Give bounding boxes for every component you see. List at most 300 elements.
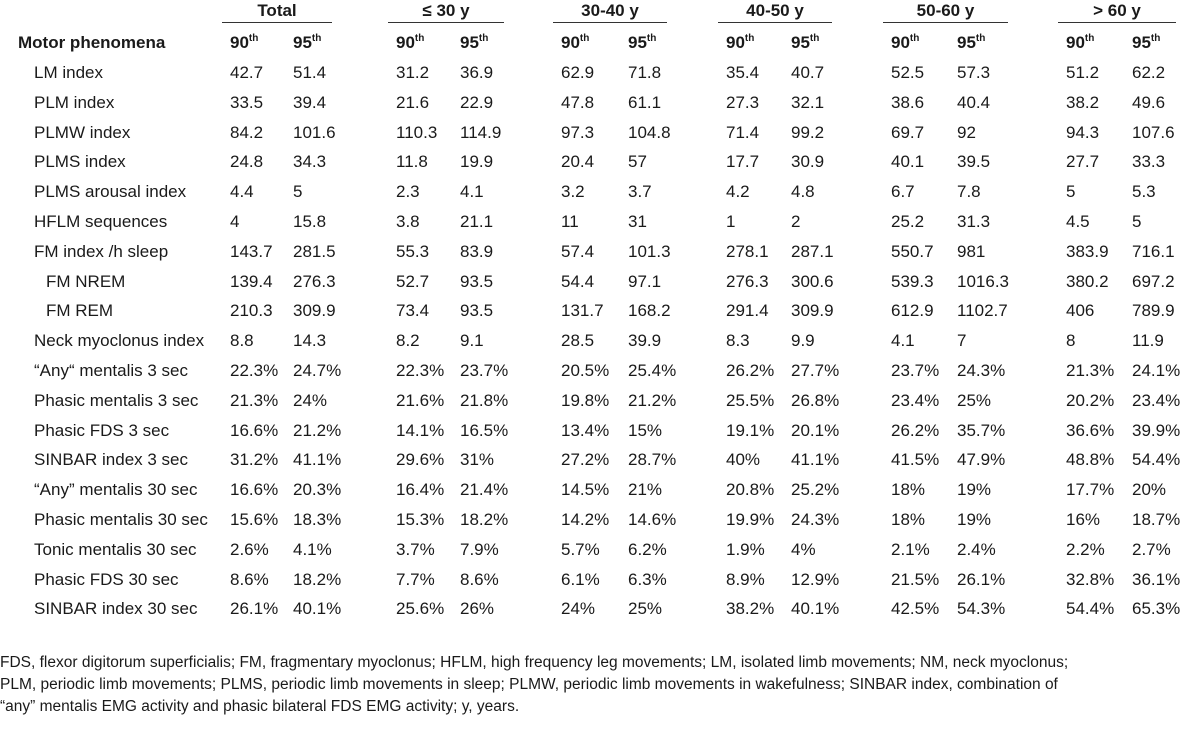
table-cell: 8.8 [230,331,254,351]
row-label: PLMS arousal index [34,182,187,202]
table-cell: 62.2 [1132,63,1166,82]
table-cell: 14.3 [293,331,327,351]
table-cell: 40.1 [891,152,925,172]
table-cell: 17.7 [726,152,760,172]
table-cell: 2.6% [230,539,269,559]
table-cell: 19.1% [726,420,775,440]
percentile-suffix: th [809,33,820,44]
table-cell: 32.1 [791,92,825,112]
table-cell: 20.2% [1066,390,1115,410]
table-cell: 110.3 [396,122,438,142]
table-cell: 16.6% [230,480,279,500]
table-cell: 26.2% [891,420,940,440]
percentile-header [1066,28,1094,58]
table-cell: 16% [1066,510,1101,529]
table-cell: 33.3 [1132,152,1166,172]
percentile-number: 95 [293,33,312,52]
table-cell: 35.7% [957,420,1006,440]
row-label: FM index /h sleep [34,241,169,261]
table-cell: 99.2 [791,122,825,142]
group-header: ≤ 30 y [388,0,504,23]
table-cell: 34.3 [293,152,327,172]
table-cell: 21.6% [396,390,445,410]
table-cell: 550.7 [891,241,934,261]
table-cell: 27.7% [791,361,840,380]
table-cell: 19.9 [460,152,494,172]
table-cell: 35.4 [726,63,760,82]
table-cell: 716.1 [1132,241,1175,261]
percentile-suffix: th [909,33,920,44]
group-header: > 60 y [1058,0,1176,23]
table-cell: 92 [957,122,976,142]
table-cell: 697.2 [1132,271,1175,291]
table-cell: 18.2% [293,569,342,589]
table-cell: 40.1% [293,599,342,619]
table-cell: 21.3% [230,390,279,410]
table-cell: 65.3% [1132,599,1181,619]
table-cell: 55.3 [396,241,430,261]
percentile-suffix: th [579,33,590,44]
table-cell: 7 [957,331,967,351]
table-cell: 300.6 [791,271,834,291]
table-cell: 14.6% [628,510,677,529]
table-cell: 41.5% [891,450,940,470]
percentile-suffix: th [646,33,657,44]
table-cell: 7.8 [957,182,981,202]
table-cell: 18.7% [1132,510,1181,529]
table-row [0,58,1200,88]
group-header: 50-60 y [883,0,1008,23]
table-cell: 18% [891,480,926,500]
percentile-header [460,28,488,58]
row-label: FM NREM [46,271,126,291]
table-cell: 25% [957,390,992,410]
table-cell: 39.9% [1132,420,1181,440]
table-cell: 33.5 [230,92,264,112]
row-label: PLM index [34,92,115,112]
table-row [0,445,1200,475]
table-cell: 5.7% [561,539,600,559]
table-cell: 51.4 [293,63,327,82]
table-cell: 20.4 [561,152,595,172]
table-cell: 40% [726,450,761,470]
table-cell: 24.3% [957,361,1006,380]
table-cell: 27.3 [726,92,760,112]
table-cell: 97.3 [561,122,595,142]
table-cell: 8.3 [726,331,750,351]
table-row [0,475,1200,505]
table-cell: 24.3% [791,510,840,529]
row-label: “Any” mentalis 30 sec [34,480,198,500]
table-cell: 21% [628,480,663,500]
table-cell: 4% [791,539,816,559]
table-cell: 18.3% [293,510,342,529]
table-cell: 15.3% [396,510,445,529]
table-cell: 6.3% [628,569,667,589]
table-cell: 19.8% [561,390,610,410]
row-label: Phasic mentalis 3 sec [34,390,199,410]
table-cell: 1 [726,212,736,231]
table-cell: 27.2% [561,450,610,470]
table-cell: 52.7 [396,271,430,291]
row-label: PLMS index [34,152,126,172]
table-cell: 24.1% [1132,361,1181,380]
table-cell: 36.1% [1132,569,1181,589]
table-cell: 16.6% [230,420,279,440]
table-cell: 38.6 [891,92,925,112]
table-cell: 21.6 [396,92,430,112]
group-header: 40-50 y [718,0,832,23]
table-cell: 22.3% [230,361,279,380]
table-cell: 41.1% [293,450,342,470]
section-label: Motor phenomena [18,33,166,52]
table-cell: 8.6% [230,569,269,589]
percentile-number: 90 [396,33,415,52]
table-cell: 40.7 [791,63,825,82]
table-cell: 143.7 [230,241,273,261]
table-cell: 4.8 [791,182,815,202]
table-cell: 21.2% [293,420,342,440]
table-cell: 4.1% [293,539,332,559]
table-cell: 6.7 [891,182,915,202]
table-row [0,147,1200,177]
table-cell: 24% [561,599,596,619]
table-cell: 14.5% [561,480,610,500]
table-cell: 31 [628,212,647,231]
table-cell: 49.6 [1132,92,1166,112]
table-cell: 13.4% [561,420,610,440]
percentile-header [561,28,589,58]
table-cell: 287.1 [791,241,834,261]
table-cell: 539.3 [891,271,934,291]
table-cell: 2.1% [891,539,930,559]
footnote-line: “any” mentalis EMG activity and phasic bilateral FDS EMG activity; y, years. [0,698,520,715]
table-cell: 31.2 [396,63,430,82]
table-cell: 4 [230,212,240,231]
group-header: Total [222,0,332,23]
table-cell: 2.7% [1132,539,1171,559]
table-cell: 20% [1132,480,1167,500]
table-cell: 20.3% [293,480,342,500]
table-cell: 83.9 [460,241,494,261]
table-cell: 2 [791,212,801,231]
table-row [0,88,1200,118]
table-cell: 71.8 [628,63,662,82]
table-cell: 26.1% [957,569,1006,589]
table-cell: 25.2% [791,480,840,500]
table-cell: 5 [1132,212,1142,231]
table-cell: 7.9% [460,539,499,559]
table-cell: 40.1% [791,599,840,619]
table-cell: 57.3 [957,63,991,82]
table-cell: 380.2 [1066,271,1109,291]
table-cell: 21.1 [460,212,494,231]
group-header: 30-40 y [553,0,667,23]
table-cell: 8 [1066,331,1076,351]
percentile-number: 95 [1132,33,1151,52]
row-label: LM index [34,63,103,82]
row-label: SINBAR index 3 sec [34,450,189,470]
table-cell: 7.7% [396,569,435,589]
table-cell: 20.5% [561,361,610,380]
table-cell: 11 [561,212,579,231]
table-cell: 16.4% [396,480,445,500]
table-cell: 21.3% [1066,361,1115,380]
table-cell: 20.8% [726,480,775,500]
table-cell: 30.9 [791,152,825,172]
percentile-header [628,28,656,58]
table-cell: 24.7% [293,361,342,380]
table-cell: 54.4% [1066,599,1115,619]
table-cell: 54.3% [957,599,1006,619]
table-cell: 8.9% [726,569,765,589]
table-cell: 309.9 [791,301,834,321]
table-cell: 107.6 [1132,122,1175,142]
table-cell: 11.9 [1132,331,1164,351]
table-cell: 25.5% [726,390,775,410]
table-cell: 26.2% [726,361,775,380]
table-row [0,237,1200,267]
percentile-number: 95 [460,33,479,52]
percentile-suffix: th [248,33,259,44]
percentile-suffix: th [1150,33,1161,44]
table-cell: 25.2 [891,212,925,231]
table-cell: 25.4% [628,361,677,380]
table-cell: 3.7 [628,182,652,202]
percentile-suffix: th [478,33,489,44]
table-cell: 47.9% [957,450,1006,470]
table-cell: 2.4% [957,539,996,559]
table-cell: 9.9 [791,331,815,351]
table-cell: 15% [628,420,663,440]
table-cell: 12.9% [791,569,840,589]
table-cell: 28.5 [561,331,595,351]
table-cell: 23.7% [460,361,509,380]
table-cell: 24% [293,390,328,410]
percentile-suffix: th [975,33,986,44]
table-cell: 9.1 [460,331,484,351]
table-cell: 52.5 [891,63,925,82]
percentile-header [1132,28,1160,58]
row-label: Phasic FDS 3 sec [34,420,170,440]
table-row [0,326,1200,356]
table-cell: 104.8 [628,122,671,142]
row-label: Tonic mentalis 30 sec [34,539,197,559]
table-cell: 114.9 [460,122,502,142]
table-cell: 4.1 [460,182,484,202]
table-cell: 406 [1066,301,1095,321]
percentile-suffix: th [311,33,322,44]
table-cell: 93.5 [460,271,494,291]
table-cell: 8.2 [396,331,420,351]
table-cell: 36.6% [1066,420,1115,440]
table-cell: 21.2% [628,390,677,410]
table-cell: 291.4 [726,301,769,321]
table-cell: 38.2 [1066,92,1100,112]
table-cell: 5 [1066,182,1076,202]
table-cell: 5.3 [1132,182,1156,202]
percentile-header [957,28,985,58]
table-row [0,207,1200,237]
table-cell: 39.4 [293,92,327,112]
table-cell: 17.7% [1066,480,1115,500]
table-cell: 22.3% [396,361,445,380]
table-cell: 19.9% [726,510,775,529]
table-cell: 4.1 [891,331,915,351]
table-cell: 1016.3 [957,271,1009,291]
table-cell: 25.6% [396,599,445,619]
table-cell: 20.1% [791,420,840,440]
table-cell: 47.8 [561,92,595,112]
percentile-number: 90 [726,33,745,52]
table-cell: 276.3 [293,271,336,291]
percentile-number: 95 [791,33,810,52]
table-cell: 281.5 [293,241,336,261]
table-cell: 62.9 [561,63,595,82]
table-cell: 84.2 [230,122,264,142]
table-cell: 48.8% [1066,450,1115,470]
table-cell: 4.5 [1066,212,1090,231]
table-cell: 25% [628,599,663,619]
table-cell: 309.9 [293,301,336,321]
table-cell: 28.7% [628,450,677,470]
row-label: Phasic mentalis 30 sec [34,510,208,529]
table-cell: 42.5% [891,599,940,619]
row-label: Neck myoclonus index [34,331,205,351]
table-row [0,118,1200,148]
table-cell: 23.7% [891,361,940,380]
table-row [0,535,1200,565]
table-cell: 26% [460,599,495,619]
table-cell: 4.4 [230,182,254,202]
table-cell: 19% [957,480,992,500]
table-cell: 276.3 [726,271,769,291]
table-cell: 101.3 [628,241,671,261]
table-row [0,177,1200,207]
row-label: Phasic FDS 30 sec [34,569,179,589]
percentile-number: 95 [628,33,647,52]
table-cell: 36.9 [460,63,494,82]
table-cell: 73.4 [396,301,430,321]
percentile-header [230,28,258,58]
table-cell: 24.8 [230,152,264,172]
percentile-header [791,28,819,58]
table-cell: 21.5% [891,569,940,589]
table-cell: 23.4% [891,390,940,410]
table-row [0,594,1200,624]
table-cell: 38.2% [726,599,775,619]
table-cell: 39.5 [957,152,991,172]
table-cell: 23.4% [1132,390,1181,410]
percentile-header [396,28,424,58]
table-cell: 57.4 [561,241,595,261]
table-cell: 32.8% [1066,569,1115,589]
percentile-number: 90 [230,33,249,52]
table-row [0,386,1200,416]
row-label: FM REM [46,301,114,321]
table-cell: 168.2 [628,301,671,321]
row-label: PLMW index [34,122,131,142]
table-cell: 14.2% [561,510,610,529]
footnote-line: FDS, flexor digitorum superficialis; FM, fragmentary myoclonus; HFLM, high frequency leg movements; LM, isolated limb movements; NM, neck myoclonus; [0,654,1069,671]
table-cell: 94.3 [1066,122,1100,142]
percentile-header [726,28,754,58]
percentile-suffix: th [414,33,425,44]
percentile-number: 95 [957,33,976,52]
table-cell: 5 [293,182,303,202]
row-label: HFLM sequences [34,212,168,231]
table-cell: 27.7 [1066,152,1100,172]
table-cell: 29.6% [396,450,445,470]
table-cell: 42.7 [230,63,264,82]
table-cell: 18.2% [460,510,509,529]
table-cell: 1102.7 [957,301,1008,321]
table-row [0,296,1200,326]
table-cell: 39.9 [628,331,662,351]
table-cell: 1.9% [726,539,765,559]
table-cell: 26.8% [791,390,840,410]
table-cell: 6.1% [561,569,600,589]
percentile-number: 90 [561,33,580,52]
table-cell: 26.1% [230,599,279,619]
table-cell: 71.4 [726,122,760,142]
table-cell: 57 [628,152,647,172]
percentile-number: 90 [1066,33,1085,52]
table-cell: 97.1 [628,271,662,291]
table-cell: 21.4% [460,480,509,500]
table-cell: 15.8 [293,212,327,231]
table-cell: 278.1 [726,241,769,261]
table-row [0,505,1200,535]
table-cell: 131.7 [561,301,604,321]
table-cell: 93.5 [460,301,494,321]
table-row [0,565,1200,595]
table-cell: 3.8 [396,212,420,231]
percentile-suffix: th [744,33,755,44]
table-cell: 16.5% [460,420,509,440]
table-cell: 41.1% [791,450,840,470]
table-cell: 22.9 [460,92,494,112]
table-cell: 31.3 [957,212,991,231]
table-cell: 8.6% [460,569,499,589]
table-cell: 40.4 [957,92,991,112]
table-cell: 51.2 [1066,63,1100,82]
table-cell: 6.2% [628,539,667,559]
table-row [0,356,1200,386]
table-cell: 14.1% [396,420,445,440]
table-cell: 981 [957,241,986,261]
table-cell: 61.1 [628,92,662,112]
table-cell: 383.9 [1066,241,1109,261]
table-cell: 54.4% [1132,450,1181,470]
table-cell: 2.2% [1066,539,1105,559]
table-cell: 54.4 [561,271,595,291]
table-cell: 789.9 [1132,301,1175,321]
table-cell: 15.6% [230,510,279,529]
percentile-number: 90 [891,33,910,52]
footnote-line: PLM, periodic limb movements; PLMS, periodic limb movements in sleep; PLMW, periodic limb movements in wakefulness; SINBAR index, combination of [0,676,1058,693]
row-label: SINBAR index 30 sec [34,599,198,619]
table-cell: 4.2 [726,182,750,202]
table-cell: 101.6 [293,122,336,142]
table-cell: 612.9 [891,301,934,321]
table-cell: 69.7 [891,122,925,142]
percentile-header [293,28,321,58]
table-cell: 18% [891,510,926,529]
percentile-header [891,28,919,58]
table-cell: 139.4 [230,271,273,291]
footnote [0,652,1200,718]
